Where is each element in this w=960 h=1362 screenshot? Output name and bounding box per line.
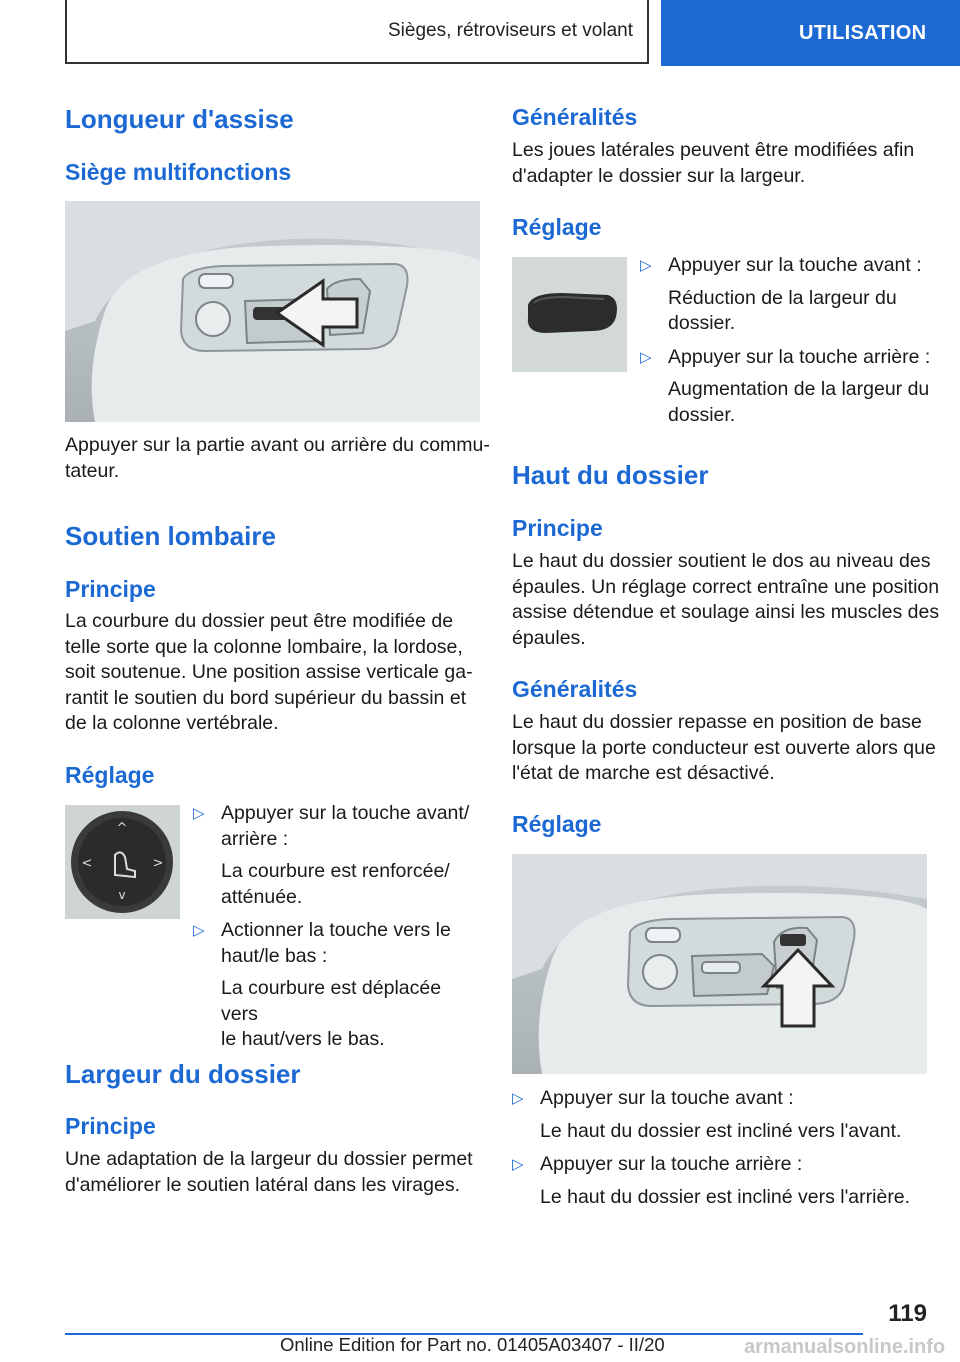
svg-text:>: > (152, 856, 164, 871)
subheading-reglage-largeur: Réglage (512, 214, 602, 240)
seat-controls-photo-upper-back (512, 854, 927, 1074)
paragraph-principe-lombaire: La courbure du dossier peut être modifiée de telle sorte que la colonne lombaire, la lordose, soit soutenue. Une position assise verticale ga- rantit le soutien du bord supérieur du bassin et de la colonne vertébrale. (65, 610, 473, 734)
triangle-bullet-icon: ▷ (512, 1156, 524, 1173)
section-title: UTILISATION (799, 21, 927, 44)
list-item: ▷ Appuyer sur la touche avant/ arrière : La courbure est renforcée/ atténuée. (193, 802, 470, 908)
bullet-list-lombaire (193, 801, 483, 1061)
paragraph-longueur-instruction: Appuyer sur la partie avant ou arrière du commu- tateur. (65, 434, 490, 482)
heading-soutien-lombaire: Soutien lombaire (65, 521, 276, 551)
subheading-generalites-haut: Généralités (512, 676, 638, 702)
heading-longueur-assise: Longueur d'assise (65, 104, 294, 134)
svg-text:<: < (81, 856, 93, 871)
chapter-title: Sièges, rétroviseurs et volant (387, 20, 633, 41)
paragraph-principe-largeur: Une adaptation de la largeur du dossier permet d'améliorer le soutien latéral dans les virages. (65, 1148, 473, 1196)
triangle-bullet-icon: ▷ (640, 257, 652, 274)
width-button-photo (512, 257, 627, 372)
bullet-list-largeur (640, 253, 940, 436)
subheading-principe-largeur: Principe (65, 1113, 156, 1139)
heading-largeur-dossier: Largeur du dossier (65, 1059, 301, 1089)
watermark-text: armanualsonline.info (744, 1336, 946, 1358)
triangle-bullet-icon: ▷ (512, 1090, 524, 1107)
paragraph-generalites-haut: Le haut du dossier repasse en position de base lorsque la porte conducteur est ouverte alors que l'état de marche est désactivé. (512, 711, 936, 784)
svg-text:v: v (118, 888, 126, 902)
chapter-header (65, 0, 649, 64)
lumbar-control-photo (65, 805, 180, 919)
edition-footer: Online Edition for Part no. 01405A03407 - II/20 (280, 1334, 665, 1355)
subheading-generalites-largeur: Généralités (512, 104, 638, 130)
svg-text:^: ^ (116, 821, 128, 836)
list-item: ▷ Actionner la touche vers le haut/le bas : La courbure est déplacée vers le haut/vers le bas. (193, 919, 451, 1050)
list-item: ▷ Appuyer sur la touche arrière : Augmentation de la largeur du dossier. (640, 345, 931, 426)
list-item: ▷ Appuyer sur la touche avant : Le haut du dossier est incliné vers l'avant. (512, 1087, 902, 1142)
page-number: 119 (888, 1300, 927, 1327)
paragraph-principe-haut: Le haut du dossier soutient le dos au niveau des épaules. Un réglage correct entraîne une position assise détendue et soulage ainsi les muscles des épaules. (512, 550, 940, 649)
triangle-bullet-icon: ▷ (193, 922, 205, 939)
subheading-principe-lombaire: Principe (65, 576, 156, 602)
list-item: ▷ Appuyer sur la touche arrière : Le haut du dossier est incliné vers l'arrière. (512, 1153, 911, 1208)
bullet-list-haut (512, 1086, 932, 1218)
subheading-principe-haut: Principe (512, 515, 603, 541)
subheading-reglage-lombaire: Réglage (65, 762, 155, 788)
heading-haut-dossier: Haut du dossier (512, 460, 709, 490)
section-tab (661, 0, 960, 66)
subheading-reglage-haut: Réglage (512, 811, 602, 837)
list-item: ▷ Appuyer sur la touche avant : Réduction de la largeur du dossier. (640, 254, 922, 334)
triangle-bullet-icon: ▷ (193, 805, 205, 822)
triangle-bullet-icon: ▷ (640, 348, 652, 366)
paragraph-generalites-largeur: Les joues latérales peuvent être modifiées afin d'adapter le dossier sur la largeur. (512, 139, 915, 187)
subheading-siege-multifonctions: Siège multifonctions (65, 159, 292, 185)
seat-controls-photo-length (65, 201, 480, 422)
